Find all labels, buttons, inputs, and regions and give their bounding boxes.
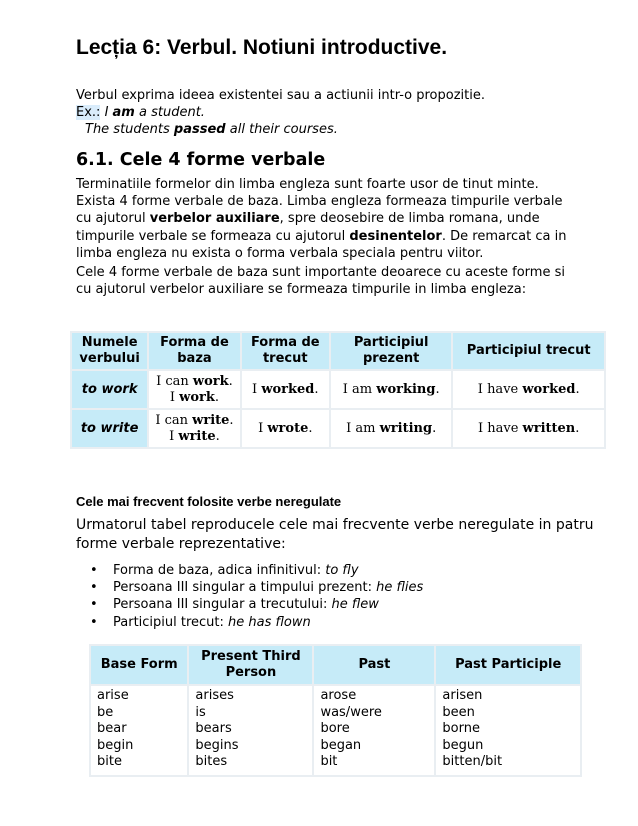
cell-text: I am: [346, 420, 380, 436]
example-1-b: am: [112, 105, 135, 120]
list-item-example: he flies: [376, 580, 424, 596]
past-form-cell: I wrote.: [242, 410, 329, 447]
present-participle-cell: I am writing.: [331, 410, 451, 447]
intro-line: Verbul exprima ideea existentei sau a actiunii intr-o propozitie.: [76, 88, 485, 103]
list-item-example: he has flown: [228, 614, 311, 630]
p1-line-4-a: timpurile verbale se formeaza cu ajutorul: [76, 228, 350, 244]
cell-value: bite: [97, 754, 122, 769]
cell-text: I can: [156, 373, 193, 389]
header-text: verbului: [79, 351, 140, 366]
cell-value: bears: [195, 721, 232, 736]
cell-bold: write: [192, 412, 230, 428]
header-present-third-person: [189, 646, 312, 684]
header-past-form: [242, 333, 329, 369]
cell-value: bitten/bit: [442, 754, 503, 769]
cell-value: begins: [195, 737, 239, 753]
past-participle-cell: I have worked.: [453, 371, 604, 408]
verb-name-cell: to write: [72, 410, 147, 447]
header-text: trecut: [262, 351, 308, 366]
header-base-form: [149, 333, 239, 369]
header-text: Forma de: [250, 335, 320, 350]
header-text: Present Third: [201, 649, 301, 664]
cell-text: I: [169, 428, 179, 444]
p1-line-4-b: desinentelor: [349, 228, 442, 244]
irregular-intro-line-1: Urmatorul tabel reproducele cele mai frecvente verbe neregulate in patru: [76, 517, 594, 533]
cell-value: begin: [97, 737, 134, 753]
example-2-c: all their courses.: [225, 122, 338, 137]
example-1-c: a student.: [134, 105, 205, 120]
base-form-cell: I can work. I work.: [149, 371, 239, 408]
section-paragraph-1: [76, 176, 596, 262]
p1-line-4: [76, 228, 596, 245]
past-participle-column: [436, 686, 580, 775]
header-base-form: Base Form: [91, 646, 187, 684]
cell-value: arose: [320, 688, 357, 703]
cell-value: been: [442, 704, 475, 720]
past-form-cell: I worked.: [242, 371, 329, 408]
header-verb-name: [72, 333, 147, 369]
bullet-icon: •: [90, 597, 98, 613]
p2-line-1: Cele 4 forme verbale de baza sunt importante deoarece cu aceste forme si: [76, 265, 565, 280]
section-paragraph-2: [76, 264, 596, 298]
table-row: [72, 371, 604, 408]
present-participle-cell: I am working.: [331, 371, 451, 408]
list-item: [76, 579, 423, 596]
example-2-a: The students: [85, 122, 174, 137]
p1-line-3-a: cu ajutorul: [76, 211, 150, 227]
header-text: baza: [177, 351, 212, 366]
cell-text: I: [258, 420, 268, 436]
irregular-heading: Cele mai frecvent folosite verbe neregulate: [76, 494, 342, 509]
cell-text: I: [252, 381, 262, 397]
cell-value: bear: [97, 721, 127, 736]
cell-bold: work: [179, 389, 215, 405]
header-present-participle: [331, 333, 451, 369]
cell-bold: writing: [379, 420, 433, 436]
list-item-text: Forma de baza, adica infinitivul:: [113, 563, 326, 578]
cell-text: I have: [477, 420, 523, 436]
cell-value: bore: [320, 721, 350, 736]
cell-value: arisen: [442, 688, 483, 703]
cell-text: I: [169, 389, 180, 405]
p1-line-3-b: verbelor auxiliare: [149, 211, 280, 227]
header-text: Participiul: [353, 335, 429, 350]
list-item: [76, 596, 423, 613]
p1-line-3: [76, 210, 596, 227]
past-participle-cell: I have written.: [453, 410, 604, 447]
cell-bold: working: [376, 381, 436, 397]
cell-value: arises: [195, 688, 234, 703]
p1-line-2: Exista 4 forme verbale de baza. Limba engleza formeaza timpurile verbale: [76, 194, 563, 210]
bullet-icon: •: [90, 563, 98, 578]
p1-line-4-c: . De remarcat ca in: [441, 228, 567, 244]
list-item: [76, 614, 423, 631]
list-item-example: to fly: [325, 563, 359, 578]
table-row: [91, 686, 580, 775]
table-header-row: [91, 646, 580, 684]
header-past-participle: Past Participle: [436, 646, 580, 684]
cell-text: I have: [477, 381, 523, 397]
cell-value: begun: [442, 737, 484, 753]
header-text: Forma de: [160, 335, 229, 350]
list-item-text: Participiul trecut:: [113, 614, 229, 630]
cell-value: be: [97, 704, 114, 720]
cell-bold: written: [522, 420, 576, 436]
bullet-icon: •: [90, 580, 98, 596]
example-line-2: [85, 121, 338, 138]
forms-bullet-list: [76, 562, 423, 631]
base-form-column: [91, 686, 187, 775]
p2-line-2: cu ajutorul verbelor auxiliare se formeaza timpurile in limba engleza:: [76, 282, 527, 298]
cell-bold: worked: [261, 381, 315, 397]
base-form-cell: I can write. I write.: [149, 410, 239, 447]
example-label: Ex.:: [76, 105, 101, 120]
cell-value: arise: [97, 688, 129, 703]
cell-bold: work: [192, 373, 229, 389]
cell-value: borne: [442, 721, 480, 736]
example-line-1: [76, 104, 205, 121]
irregular-verbs-table: [89, 644, 582, 777]
example-1-a: I: [104, 105, 113, 120]
page-title: Lecția 6: Verbul. Notiuni introductive.: [76, 36, 448, 59]
header-text: Person: [225, 665, 277, 680]
cell-value: began: [320, 737, 362, 753]
cell-bold: worked: [522, 381, 576, 397]
cell-bold: write: [178, 428, 216, 444]
list-item-text: Persoana III singular a timpului prezent:: [113, 580, 377, 596]
cell-bold: wrote: [267, 420, 309, 436]
cell-value: bit: [320, 754, 338, 769]
cell-text: I am: [342, 381, 377, 397]
past-column: [314, 686, 434, 775]
table-row: [72, 410, 604, 447]
verb-name-cell: to work: [72, 371, 147, 408]
list-item: [76, 562, 423, 579]
cell-value: is: [195, 704, 206, 720]
irregular-intro-line-2: forme verbale reprezentative:: [76, 536, 286, 552]
cell-value: was/were: [320, 704, 382, 720]
list-item-text: Persoana III singular a trecutului:: [113, 597, 332, 613]
example-2-b: passed: [173, 122, 226, 137]
header-past: Past: [314, 646, 434, 684]
third-person-column: [189, 686, 312, 775]
irregular-intro: [76, 516, 596, 554]
list-item-example: he flew: [331, 597, 379, 613]
header-text: prezent: [362, 351, 420, 366]
section-heading: 6.1. Cele 4 forme verbale: [76, 150, 326, 170]
p1-line-5: limba engleza nu exista o forma verbala speciala pentru viitor.: [76, 245, 484, 261]
cell-text: I can: [155, 412, 193, 428]
header-past-participle: Participiul trecut: [453, 333, 604, 369]
table-header-row: [72, 333, 604, 369]
bullet-icon: •: [90, 614, 98, 630]
p1-line-3-c: , spre deosebire de limba romana, unde: [279, 211, 540, 227]
cell-value: bites: [195, 754, 228, 769]
header-text: Numele: [81, 335, 138, 350]
verb-forms-table: [70, 331, 606, 449]
p1-line-1: Terminatiile formelor din limba engleza sunt foarte usor de tinut minte.: [76, 177, 539, 192]
